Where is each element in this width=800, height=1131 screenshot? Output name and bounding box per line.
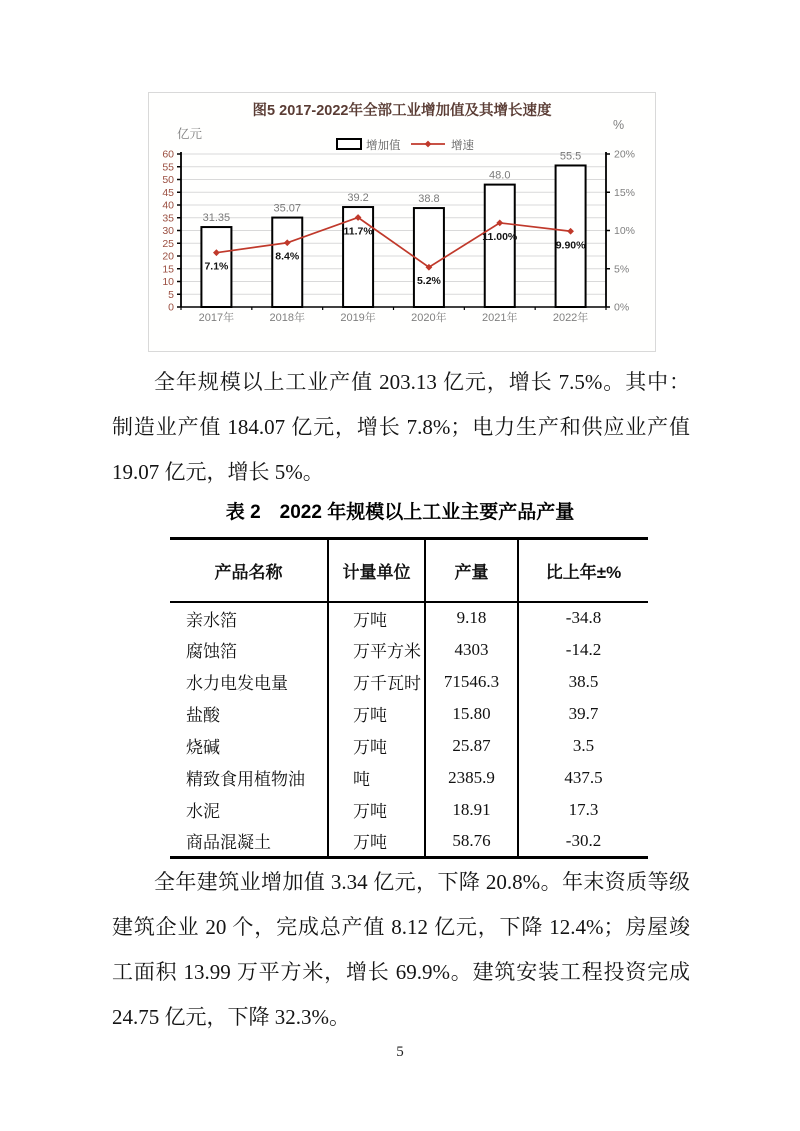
line-value-label: 8.4%	[275, 250, 300, 263]
table-header	[170, 539, 648, 602]
industry-chart	[149, 93, 655, 351]
table-cell: -34.8	[518, 602, 648, 634]
left-axis-tick-label: 10	[162, 276, 174, 288]
x-axis-tick-label: 2018年	[269, 312, 305, 324]
table-cell: 水力电发电量	[186, 674, 288, 693]
table-row	[170, 666, 648, 698]
table-cell: 万吨	[328, 730, 425, 762]
legend-bar-label: 增加值	[366, 140, 401, 152]
table-cell: 万平方米	[328, 634, 425, 666]
table-cell: 吨	[328, 762, 425, 794]
table-cell: 万吨	[328, 826, 425, 858]
right-axis-tick-label: 0%	[614, 301, 630, 314]
table-cell: -14.2	[518, 634, 648, 666]
growth-line	[216, 217, 570, 267]
bar-value-label: 31.35	[202, 212, 231, 225]
line-value-label: 11.00%	[482, 230, 518, 243]
left-axis-tick-label: 0	[168, 301, 174, 314]
bar-2021年	[485, 185, 515, 307]
left-axis-tick-label: 5	[168, 288, 174, 301]
bar-value-label: 39.2	[347, 192, 369, 205]
table-cell: 4303	[425, 634, 518, 666]
left-axis-tick-label: 15	[162, 263, 174, 276]
table-title: 表 2 2022 年规模以上工业主要产品产量	[225, 502, 575, 523]
table-row	[170, 698, 648, 730]
chart-canvas	[149, 93, 655, 351]
left-axis-tick-label: 50	[162, 174, 174, 186]
table-row	[170, 794, 648, 826]
table-cell: 17.3	[518, 794, 648, 826]
table-cell: 腐蚀箔	[186, 642, 237, 661]
table-cell: 437.5	[518, 762, 648, 794]
paragraph-construction: 全年建筑业增加值 3.34 亿元，下降 20.8%。年末资质等级建筑企业 20 个，完成总产值 8.12 亿元，下降 12.4%；房屋竣工面积 13.99 万平方米，增长 69.9%。建筑安装工程投资完成 24.75 亿元，下降 32.3%。	[112, 870, 690, 1029]
table-cell: 水泥	[186, 802, 220, 821]
table-row	[170, 826, 648, 858]
bar-value-label: 38.8	[418, 193, 440, 206]
left-axis-tick-label: 60	[162, 148, 174, 161]
table-row	[170, 762, 648, 794]
table-cell: 精致食用植物油	[186, 770, 305, 789]
bar-2022年	[556, 165, 586, 307]
page-number: 5	[396, 1044, 404, 1060]
col-header-output: 产量	[425, 539, 518, 602]
legend-line-label: 增速	[451, 140, 474, 152]
right-axis-tick-label: 20%	[614, 148, 636, 161]
table-cell: 25.87	[425, 730, 518, 762]
table-cell: 万吨	[328, 602, 425, 634]
bar-value-label: 55.5	[559, 150, 582, 163]
right-axis-unit: %	[613, 118, 625, 132]
x-axis-tick-label: 2022年	[552, 312, 589, 324]
left-axis-tick-label: 40	[162, 199, 174, 212]
table-cell: 39.7	[518, 698, 648, 730]
col-header-product: 产品名称	[214, 562, 283, 582]
table-cell: 38.5	[518, 666, 648, 698]
left-axis-tick-label: 20	[162, 250, 174, 263]
table-header-row	[170, 539, 648, 602]
col-header-unit: 计量单位	[328, 539, 425, 602]
bar-value-label: 48.0	[489, 169, 511, 182]
table-cell: 9.18	[425, 602, 518, 634]
left-axis-tick-label: 45	[162, 186, 174, 199]
paragraph-industry-output: 全年规模以上工业产值 203.13 亿元，增长 7.5%。其中：制造业产值 184.07 亿元，增长 7.8%；电力生产和供应业产值 19.07 亿元，增长 5%。	[112, 370, 690, 484]
x-axis-tick-label: 2019年	[340, 312, 376, 324]
table-cell: 亲水箔	[186, 610, 237, 630]
table-cell: 3.5	[518, 730, 648, 762]
bar-2020年	[414, 208, 444, 307]
product-table-body	[170, 602, 648, 858]
left-axis-unit: 亿元	[177, 127, 203, 141]
chart-figure	[148, 92, 656, 352]
right-axis-tick-label: 15%	[614, 186, 636, 199]
left-axis-tick-label: 35	[162, 212, 174, 225]
right-axis-tick-label: 5%	[614, 263, 630, 276]
chart-legend	[337, 138, 474, 152]
table-cell: 15.80	[425, 698, 518, 730]
x-axis-tick-label: 2021年	[482, 312, 518, 324]
line-value-label: 11.7%	[343, 225, 373, 238]
line-value-label: 9.90%	[555, 239, 586, 252]
col-header-change: 比上年±%	[518, 539, 648, 602]
x-axis-tick-label: 2020年	[411, 312, 447, 324]
table-cell: 万千瓦时	[328, 666, 425, 698]
bar-value-label: 35.07	[273, 202, 302, 215]
table-row	[170, 730, 648, 762]
left-axis-tick-label: 30	[162, 225, 174, 237]
line-value-label: 5.2%	[416, 275, 441, 288]
left-axis-tick-label: 55	[162, 161, 174, 174]
line-value-label: 7.1%	[204, 260, 229, 273]
table-cell: 商品混凝土	[186, 833, 271, 853]
table-cell: 烧碱	[186, 738, 220, 757]
legend-bar-swatch	[337, 139, 361, 149]
chart-title: 图5 2017-2022年全部工业增加值及其增长速度	[252, 103, 552, 119]
table-cell: 万吨	[328, 794, 425, 826]
table-cell: 2385.9	[425, 762, 518, 794]
x-axis-tick-label: 2017年	[198, 312, 235, 324]
right-axis-tick-label: 10%	[614, 225, 636, 237]
table-cell: 盐酸	[186, 706, 220, 725]
table-row	[170, 634, 648, 666]
table-cell: 71546.3	[425, 666, 518, 698]
product-table	[170, 537, 648, 859]
table-cell: -30.2	[518, 826, 648, 858]
table-row	[170, 602, 648, 634]
left-axis-tick-label: 25	[162, 237, 174, 250]
table-cell: 万吨	[328, 698, 425, 730]
table-cell: 58.76	[425, 826, 518, 858]
table-cell: 18.91	[425, 794, 518, 826]
